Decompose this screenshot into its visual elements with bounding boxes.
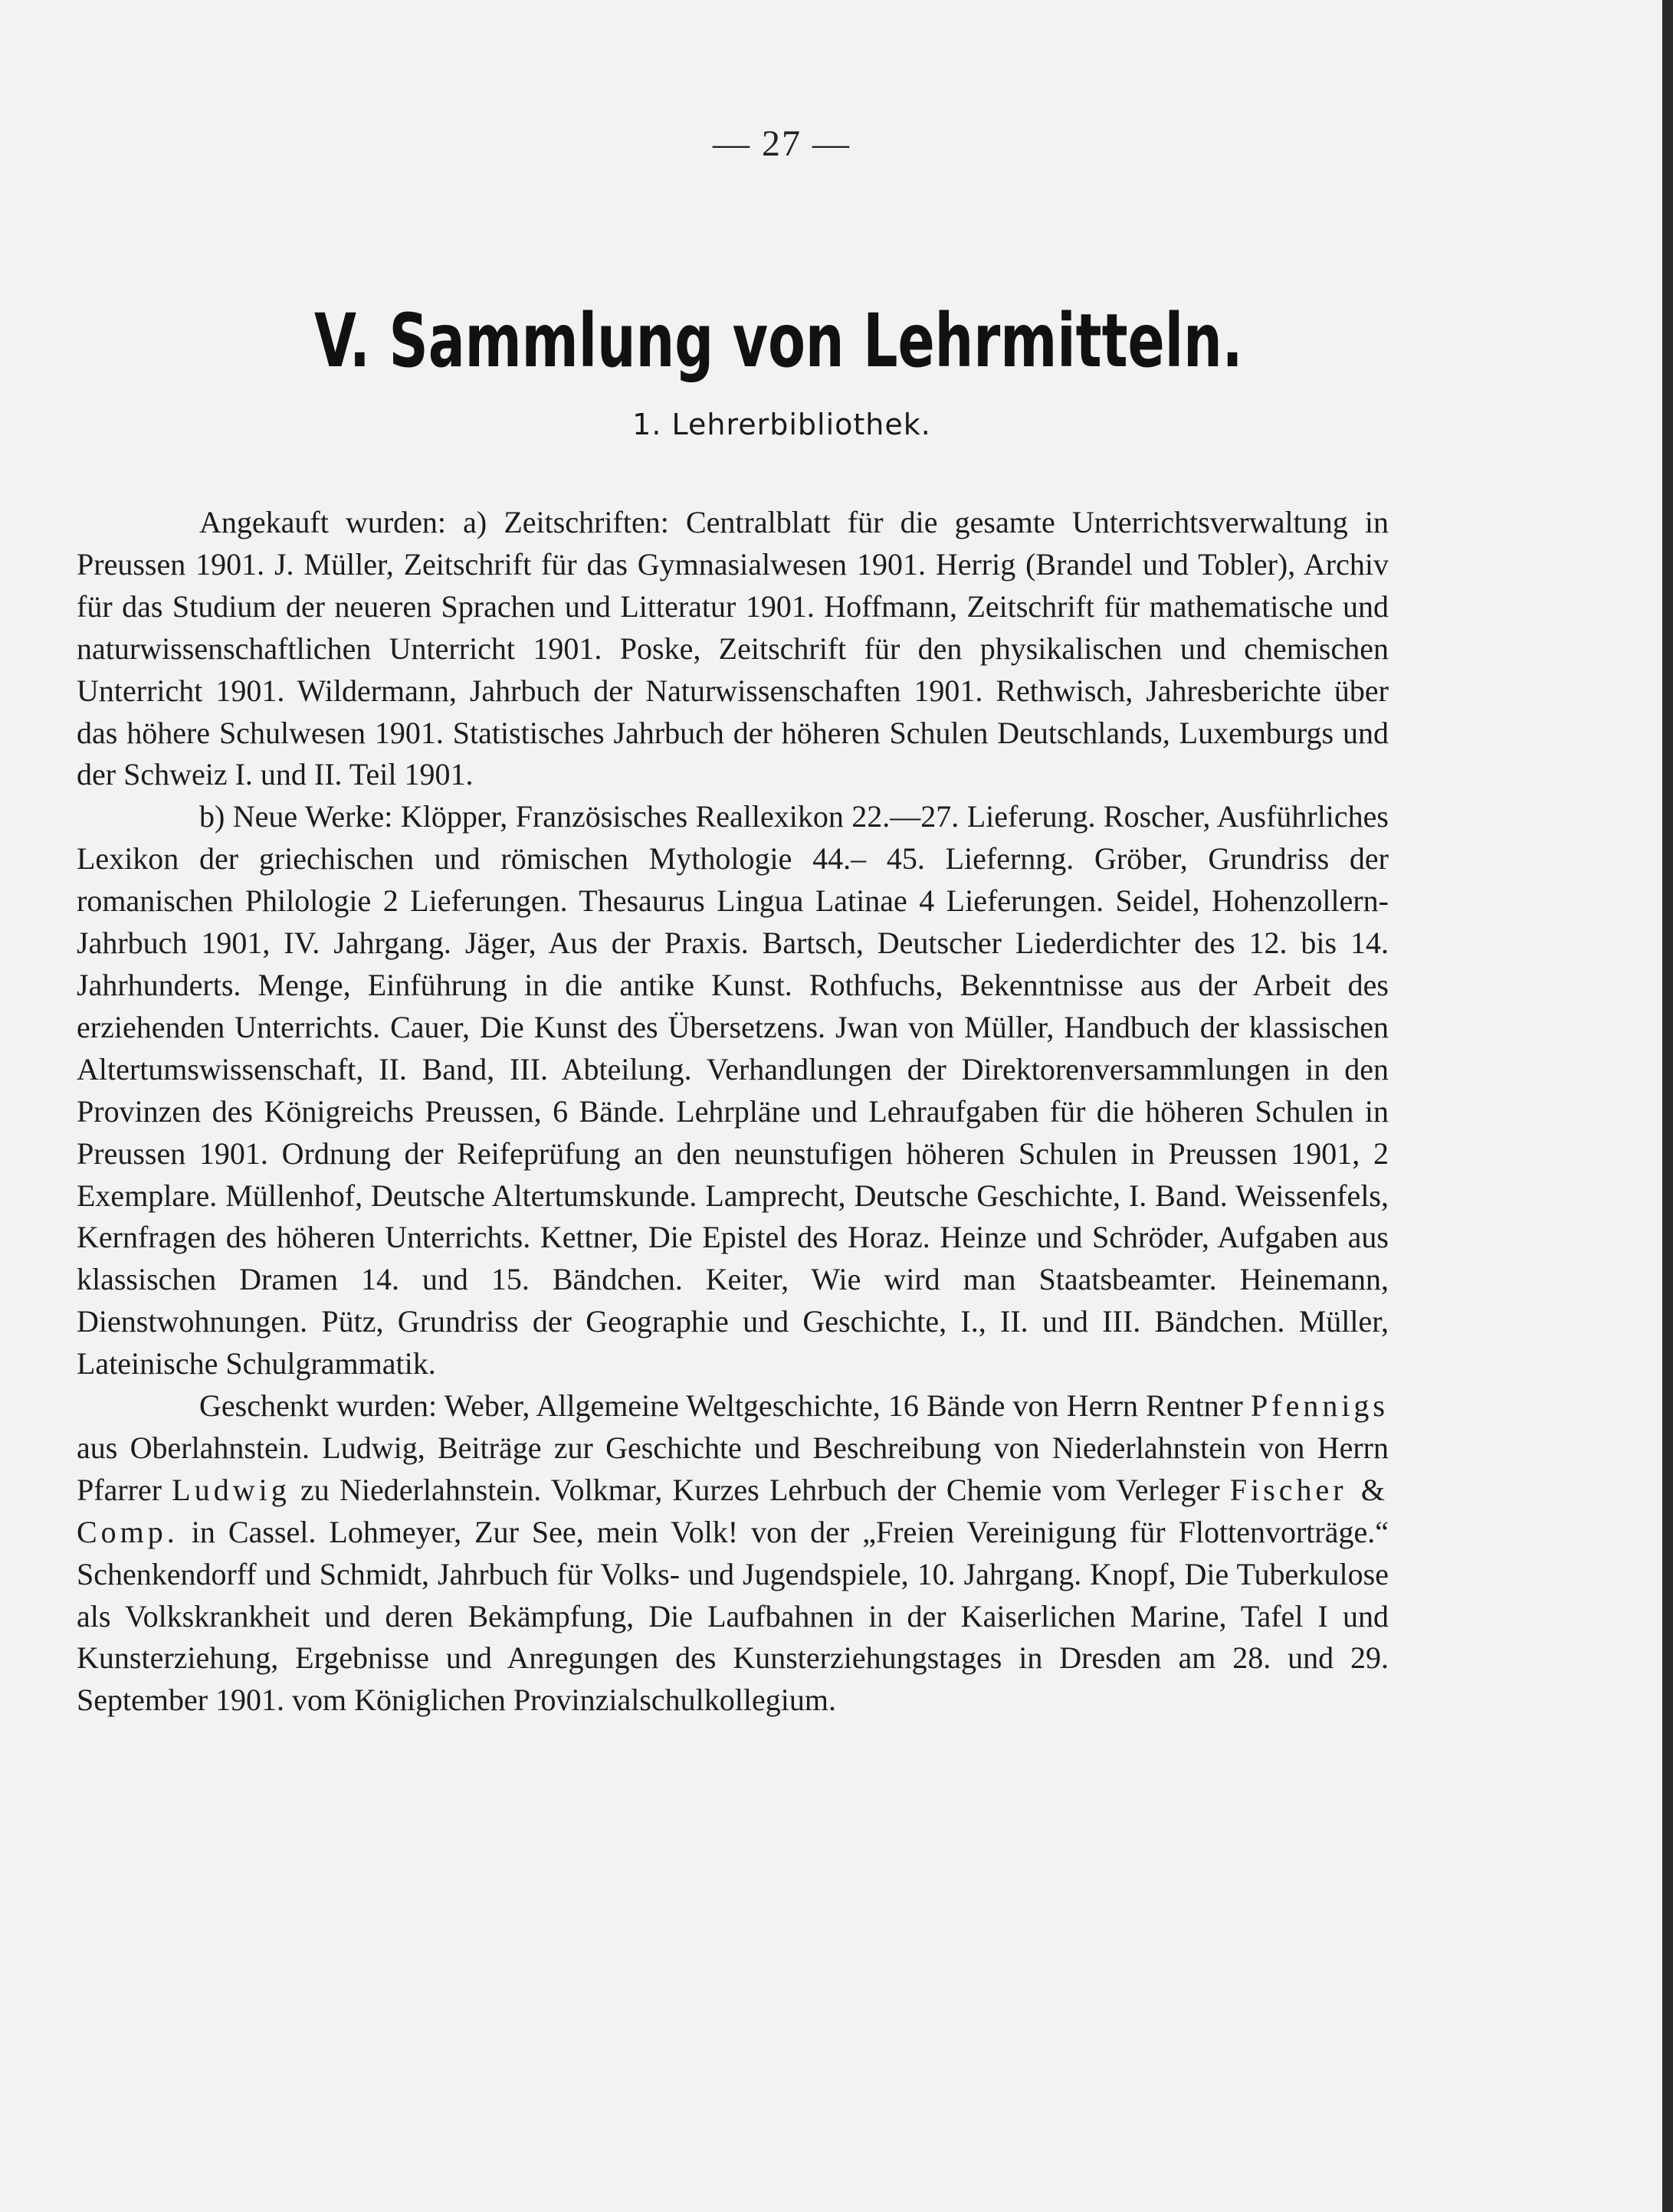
paragraph-new-works [77,796,1389,1385]
text-run: zu Niederlahnstein. Volkmar, Kurzes Lehrbuch der Chemie vom Verleger [290,1472,1230,1507]
page-number: — 27 — [713,123,851,164]
section-title: V. Sammlung von Lehrmitteln. [314,298,1243,384]
spaced-name: Ludwig [172,1472,290,1507]
body-text [77,502,1389,1722]
text-run: aus Oberlahnstein. Ludwig, Beiträge zur Geschichte und Beschreibung von Niederlahnstein von Herrn Pfarrer [77,1430,1389,1507]
paragraph-purchased-journals [77,502,1389,796]
spaced-name: Fischer & Comp. [77,1472,1389,1549]
spaced-name: Pfennigs [1251,1388,1389,1424]
text-run: in Cassel. Lohmeyer, Zur See, mein Volk! von der „Freien Vereinigung für Flottenvorträge.“ Schenkendorff und Schmidt, Jahrbuch für Volks- und Jugendspiele, 10. Jahrgang. Knopf, Die Tuberkulose als Volkskrankheit und deren Bekämpfung, Die Laufbahnen in der Kaiserlichen Marine, Tafel I und Kunsterziehung, Ergebnisse und Anregungen des Kunsterziehungstages in Dresden am 28. und 29. September 1901. vom Königlichen Provinzialschulkollegium. [77,1514,1389,1718]
subsection-title: 1. Lehrerbibliothek. [632,408,931,441]
text-run: Angekauft wurden: a) Zeitschriften: Centralblatt für die gesamte Unterrichtsverwaltung in Preussen 1901. J. Müller, Zeitschrift für das Gymnasialwesen 1901. Herrig (Brandel und Tobler), Archiv für das Studium der neueren Sprachen und Litteratur 1901. Hoffmann, Zeitschrift für mathematische und naturwissenschaftlichen Unterricht 1901. Poske, Zeitschrift für den physikalischen und chemischen Unterricht 1901. Wildermann, Jahrbuch der Naturwissenschaften 1901. Rethwisch, Jahresberichte über das höhere Schulwesen 1901. Statistisches Jahrbuch der höheren Schulen Deutschlands, Luxemburgs und der Schweiz I. und II. Teil 1901. [77,505,1389,792]
text-run: Geschenkt wurden: Weber, Allgemeine Weltgeschichte, 16 Bände von Herrn Rentner [199,1388,1251,1424]
text-run: b) Neue Werke: Klöpper, Französisches Reallexikon 22.—27. Lieferung. Roscher, Ausführliches Lexikon der griechischen und römischen Mythologie 44.– 45. Liefernng. Gröber, Grundriss der romanischen Philologie 2 Lieferungen. Thesaurus Lingua Latinae 4 Lieferungen. Seidel, Hohenzollern-Jahrbuch 1901, IV. Jahrgang. Jäger, Aus der Praxis. Bartsch, Deutscher Liederdichter des 12. bis 14. Jahrhunderts. Menge, Einführung in die antike Kunst. Rothfuchs, Bekenntnisse aus der Arbeit des erziehenden Unterrichts. Cauer, Die Kunst des Übersetzens. Jwan von Müller, Handbuch der klassischen Altertumswissenschaft, II. Band, III. Abteilung. Verhandlungen der Direktorenversammlungen in den Provinzen des Königreichs Preussen, 6 Bände. Lehrpläne und Lehraufgaben für die höheren Schulen in Preussen 1901. Ordnung der Reifeprüfung an den neunstufigen höheren Schulen in Preussen 1901, 2 Exemplare. Müllenhof, Deutsche Altertumskunde. Lamprecht, Deutsche Geschichte, I. Band. Weissenfels, Kernfragen des höheren Unterrichts. Kettner, Die Epistel des Horaz. Heinze und Schröder, Aufgaben aus klassischen Dramen 14. und 15. Bändchen. Keiter, Wie wird man Staatsbeamter. Heinemann, Dienstwohnungen. Pütz, Grundriss der Geographie und Geschichte, I., II. und III. Bändchen. Müller, Lateinische Schulgrammatik. [77,799,1389,1381]
scan-edge [1662,0,1673,2212]
paragraph-donations [77,1385,1389,1722]
